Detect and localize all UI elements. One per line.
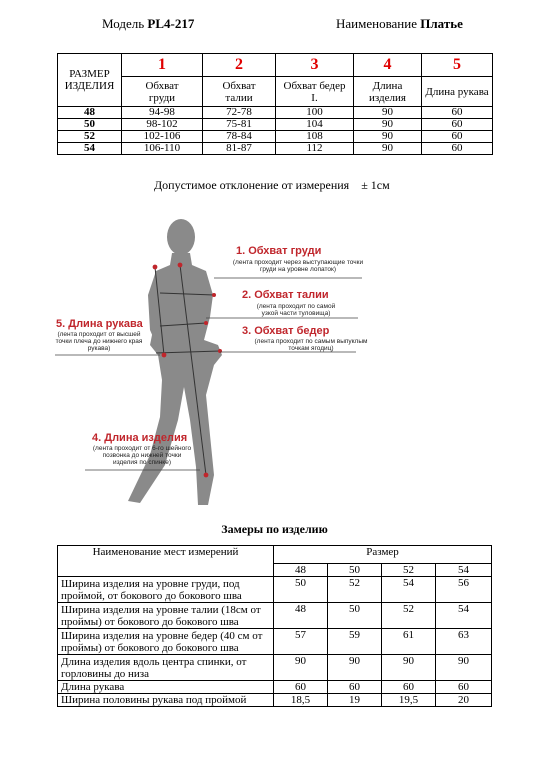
name-label: Наименование (336, 16, 417, 31)
table-row: Длина изделия вдоль центра спинки, от горловины до низа 90 90 90 90 (58, 655, 492, 681)
hips-note: (лента проходит по самым выпуклым точкам ягодиц) (254, 338, 368, 352)
measure-number: 1 (122, 54, 203, 77)
size-column-header: 54 (436, 564, 492, 577)
column-header: Обхват груди (122, 77, 203, 107)
measure-number: 4 (354, 54, 422, 77)
column-header: Длина рукава (422, 77, 493, 107)
table-row: Ширина изделия на уровне талии (18см от проймы) от бокового до бокового шва 48 50 52 54 (58, 603, 492, 629)
table-row: Ширина изделия на уровне бедер (40 см от проймы) от бокового до бокового шва 57 59 61 63 (58, 629, 492, 655)
size-corner-header: РАЗМЕР ИЗДЕЛИЯ (58, 54, 122, 107)
tolerance-note (154, 178, 390, 193)
size-column-header: 50 (328, 564, 382, 577)
size-chart-table (57, 53, 493, 155)
model-label: Модель (102, 16, 145, 31)
tolerance-value: ± 1см (361, 178, 390, 192)
tolerance-text: Допустимое отклонение от измерения (154, 178, 350, 192)
size-column-header: 48 (274, 564, 328, 577)
table-row: Ширина изделия на уровне груди, под проймой, от бокового до бокового шва 50 52 54 56 (58, 577, 492, 603)
measurement-figure (0, 205, 549, 510)
chest-label: 1. Обхват груди (236, 245, 322, 257)
chest-note: (лента проходит через выступающие точки груди на уровне лопаток) (232, 259, 364, 273)
table-row: Ширина половины рукава под проймой 18,5 19 19,5 20 (58, 694, 492, 707)
garment-length-label: 4. Длина изделия (92, 432, 188, 444)
measure-name-header: Наименование мест измерений (58, 546, 274, 577)
garment-measurements-table (57, 545, 492, 707)
table-row: 54 106-110 81-87 112 90 60 (58, 143, 493, 155)
waist-label: 2. Обхват талии (242, 289, 329, 301)
measure-number: 2 (203, 54, 276, 77)
table-row: 48 94-98 72-78 100 90 60 (58, 107, 493, 119)
column-header: Обхват бедер I. (276, 77, 354, 107)
model-header (102, 16, 194, 32)
size-column-header: 52 (382, 564, 436, 577)
section-title: Замеры по изделию (221, 522, 328, 536)
sleeve-length-label: 5. Длина рукава (56, 318, 143, 330)
sleeve-length-note: (лента проходит от высшей точки плеча до нижнего края рукава) (55, 331, 143, 352)
waist-note: (лента проходит по самой узкой части туловища) (256, 303, 336, 317)
size-header: Размер (274, 546, 492, 564)
column-header: Длина изделия (354, 77, 422, 107)
garment-length-note: (лента проходит от 6-го шейного позвонка до нижней точки изделия по спинке) (92, 445, 192, 466)
measure-number: 3 (276, 54, 354, 77)
column-header: Обхват талии (203, 77, 276, 107)
measure-number: 5 (422, 54, 493, 77)
table-row: Длина рукава 60 60 60 60 (58, 681, 492, 694)
name-value: Платье (420, 16, 463, 31)
table-row: 50 98-102 75-81 104 90 60 (58, 119, 493, 131)
product-name-header (336, 16, 463, 32)
model-value: PL4-217 (147, 16, 195, 31)
hips-label: 3. Обхват бедер (242, 325, 330, 337)
table-row: 52 102-106 78-84 108 90 60 (58, 131, 493, 143)
